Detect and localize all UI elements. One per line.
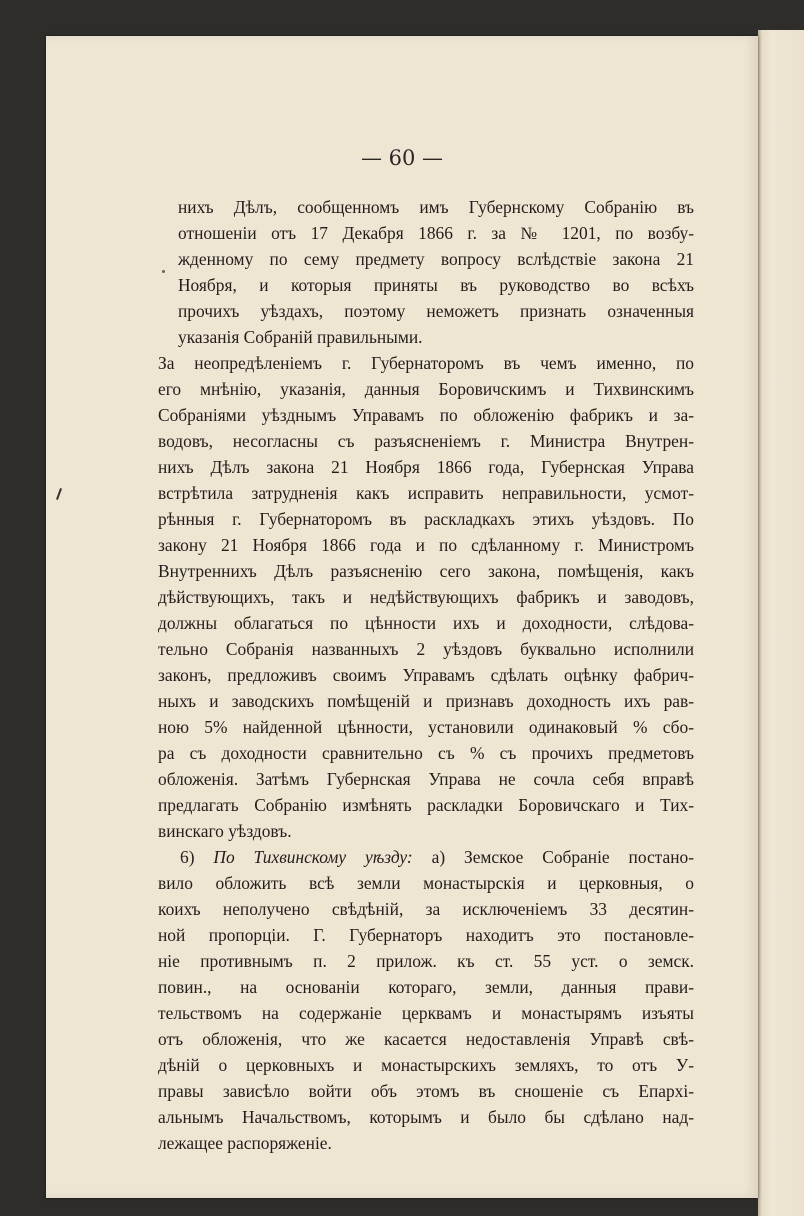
text-line: прочихъ уѣздахъ, поэтому неможетъ признать означенныя: [178, 301, 694, 321]
text-line: коихъ неполучено свѣдѣній, за исключеніемъ 33 десятин-: [158, 899, 694, 919]
text-line: Собраніями уѣзднымъ Управамъ по обложенію фабрикъ и за-: [158, 405, 694, 425]
text-line: тельствомъ на содержаніе церквамъ и монастырямъ изъяты: [158, 1003, 694, 1023]
text-line: правы зависѣло войти объ этомъ въ сношеніе съ Епархі-: [158, 1081, 694, 1101]
text-line: жденному по сему предмету вопросу вслѣдствіе закона 21: [178, 249, 694, 269]
text-line: За неопредѣленіемъ г. Губернаторомъ въ чемъ именно, по: [158, 353, 694, 373]
text-line: Внутреннихъ Дѣлъ разъясненію сего закона, помѣщенія, какъ: [158, 561, 694, 581]
section-first-line-rest: а) Земское Собраніе постано-: [431, 847, 694, 867]
text-line: закону 21 Ноября 1866 года и по сдѣланному г. Министромъ: [158, 535, 694, 555]
text-line: нихъ Дѣлъ закона 21 Ноября 1866 года, Губернская Управа: [158, 457, 694, 477]
text-line: законъ, предложивъ своимъ Управамъ сдѣлать оцѣнку фабрич-: [158, 665, 694, 685]
text-line: ніе противнымъ п. 2 прилож. къ ст. 55 уст. о земск.: [158, 951, 694, 971]
text-line: рѣнныя г. Губернаторомъ въ раскладкахъ этихъ уѣздовъ. По: [158, 509, 694, 529]
text-line: лежащее распоряженіе.: [158, 1133, 332, 1153]
text-line: его мнѣнію, указанія, данныя Боровичскимъ и Тихвинскимъ: [158, 379, 694, 399]
text-line: дѣйствующихъ, такъ и недѣйствующихъ фабрикъ и заводовъ,: [158, 587, 694, 607]
text-line: встрѣтила затрудненія какъ исправить неправильности, усмот-: [158, 483, 694, 503]
section-heading: По Тихвинскому уѣзду:: [213, 847, 413, 867]
text-line: Ноября, и которыя приняты въ руководство во всѣхъ: [178, 275, 694, 295]
text-line: водовъ, несогласны съ разъясненіемъ г. Министра Внутрен-: [158, 431, 694, 451]
text-line: альнымъ Начальствомъ, которымъ и было бы сдѣлано над-: [158, 1107, 694, 1127]
body-text: [158, 194, 694, 1156]
paragraph: [158, 194, 694, 844]
text-line: обложенія. Затѣмъ Губернская Управа не сочла себя вправѣ: [158, 769, 694, 789]
section-6-body: [158, 870, 694, 1130]
text-line: ной пропорціи. Г. Губернаторъ находитъ это постановле-: [158, 925, 694, 945]
page-number: — 60 —: [360, 146, 444, 170]
text-line: указанія Собраній правильными.: [178, 327, 423, 347]
text-line: нихъ Дѣлъ, сообщенномъ имъ Губернскому Собранію въ: [178, 197, 694, 217]
text-line: предлагать Собранію измѣнять раскладки Боровичскаго и Тих-: [158, 795, 694, 815]
text-line: должны облагаться по цѣнности ихъ и доходности, слѣдова-: [158, 613, 694, 633]
text-line: повин., на основаніи котораго, земли, данныя прави-: [158, 977, 694, 997]
section-6-first-line: [158, 844, 694, 870]
text-line: ра съ доходности сравнительно съ % съ прочихъ предметовъ: [158, 743, 694, 763]
text-line: отношеніи отъ 17 Декабря 1866 г. за № 1201, по возбу-: [178, 223, 694, 243]
page-edge: [758, 30, 804, 1216]
text-line: вило обложить всѣ земли монастырскія и церковныя, о: [158, 873, 694, 893]
text-line: тельно Собранія названныхъ 2 уѣздовъ буквально исполнили: [158, 639, 694, 659]
section-number: 6): [180, 847, 195, 867]
text-line: дѣній о церковныхъ и монастырскихъ земляхъ, то отъ У-: [158, 1055, 694, 1075]
text-line: винскаго уѣздовъ.: [158, 821, 292, 841]
text-line: ныхъ и заводскихъ помѣщеній и признавъ доходность ихъ рав-: [158, 691, 694, 711]
text-line: отъ обложенія, что же касается недоставленія Управѣ свѣ-: [158, 1029, 694, 1049]
text-line: ною 5% найденной цѣнности, установили одинаковый % сбо-: [158, 717, 694, 737]
